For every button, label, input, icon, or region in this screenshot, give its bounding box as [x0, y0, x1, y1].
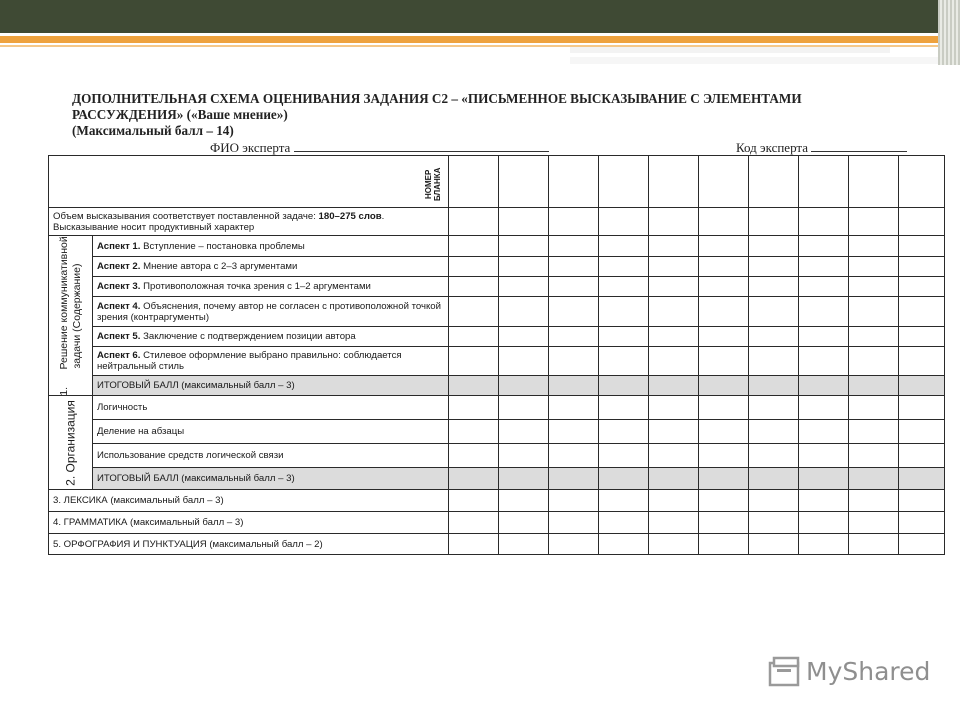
table-header-row	[49, 156, 945, 208]
score-cell[interactable]	[599, 512, 649, 534]
score-cell[interactable]	[899, 534, 945, 555]
score-cell[interactable]	[849, 208, 899, 236]
slide-top-bar	[0, 0, 960, 33]
decor-stripe	[570, 57, 960, 64]
score-cell[interactable]	[599, 490, 649, 512]
score-cell[interactable]	[749, 297, 799, 327]
score-cell[interactable]	[849, 444, 899, 468]
lexis-row	[49, 490, 945, 512]
organization-row	[49, 444, 945, 468]
section2-total-row	[49, 468, 945, 490]
score-cell[interactable]	[699, 297, 749, 327]
score-cell[interactable]	[549, 236, 599, 257]
score-cell[interactable]	[499, 257, 549, 277]
aspect-2-text: Мнение автора с 2–3 аргументами	[140, 261, 298, 272]
score-cell[interactable]	[499, 347, 549, 376]
aspect-6	[93, 347, 449, 376]
volume-text: Объем высказывания соответствует поставленной задаче:	[53, 210, 319, 222]
score-cell[interactable]	[899, 490, 945, 512]
score-cell[interactable]	[749, 347, 799, 376]
score-cell[interactable]	[699, 327, 749, 347]
score-cell[interactable]	[499, 327, 549, 347]
score-cell[interactable]	[449, 327, 499, 347]
aspect-5-bold: Аспект 5.	[97, 331, 141, 342]
score-cell[interactable]	[549, 347, 599, 376]
score-cell[interactable]	[649, 236, 699, 257]
aspect-row	[49, 257, 945, 277]
volume-suffix: .	[381, 210, 385, 222]
score-cell[interactable]	[849, 534, 899, 555]
score-cell[interactable]	[599, 208, 649, 236]
watermark-text: MyShared	[806, 656, 931, 686]
section1-label	[49, 236, 93, 396]
score-cell[interactable]	[899, 444, 945, 468]
section1-total-row	[49, 376, 945, 396]
score-cell[interactable]	[599, 376, 649, 396]
score-cell[interactable]	[849, 277, 899, 297]
score-cell[interactable]	[799, 156, 849, 208]
score-cell[interactable]	[799, 468, 849, 490]
score-cell[interactable]	[599, 534, 649, 555]
score-cell[interactable]	[449, 512, 499, 534]
section2-label	[49, 396, 93, 490]
score-cell[interactable]	[449, 534, 499, 555]
score-cell[interactable]	[599, 444, 649, 468]
section2-label-text: 2. Организация	[63, 399, 77, 486]
score-cell[interactable]	[649, 297, 699, 327]
score-cell[interactable]	[649, 156, 699, 208]
score-cell[interactable]	[799, 236, 849, 257]
aspect-row	[49, 347, 945, 376]
score-cell[interactable]	[449, 420, 499, 444]
score-cell[interactable]	[599, 327, 649, 347]
score-cell[interactable]	[799, 297, 849, 327]
score-cell[interactable]	[749, 156, 799, 208]
score-cell[interactable]	[599, 257, 649, 277]
score-cell[interactable]	[799, 396, 849, 420]
aspect-6-bold: Аспект 6.	[97, 350, 141, 361]
blank-number-header	[49, 156, 449, 208]
score-cell[interactable]	[849, 468, 899, 490]
folder-icon	[768, 655, 802, 687]
score-cell[interactable]	[649, 512, 699, 534]
organization-item: Использование средств логической связи	[93, 444, 449, 468]
score-cell[interactable]	[799, 376, 849, 396]
score-cell[interactable]	[449, 376, 499, 396]
score-cell[interactable]	[649, 534, 699, 555]
score-cell[interactable]	[749, 468, 799, 490]
score-cell[interactable]	[449, 468, 499, 490]
score-cell[interactable]	[899, 297, 945, 327]
spelling-row	[49, 534, 945, 555]
score-cell[interactable]	[749, 512, 799, 534]
organization-item: Деление на абзацы	[93, 420, 449, 444]
expert-code-blank	[811, 139, 907, 152]
score-cell[interactable]	[699, 396, 749, 420]
score-cell[interactable]	[799, 347, 849, 376]
aspect-3	[93, 277, 449, 297]
score-cell[interactable]	[699, 257, 749, 277]
grammar-row	[49, 512, 945, 534]
score-cell[interactable]	[549, 297, 599, 327]
score-cell[interactable]	[449, 490, 499, 512]
score-cell[interactable]	[649, 376, 699, 396]
score-cell[interactable]	[549, 534, 599, 555]
score-cell[interactable]	[449, 208, 499, 236]
score-cell[interactable]	[699, 468, 749, 490]
score-cell[interactable]	[649, 327, 699, 347]
score-cell[interactable]	[549, 257, 599, 277]
section1-label-line1: 1. Решение коммуникативной	[57, 235, 70, 396]
watermark-logo	[768, 655, 930, 687]
score-cell[interactable]	[449, 236, 499, 257]
score-cell[interactable]	[799, 327, 849, 347]
aspect-1-bold: Аспект 1.	[97, 240, 141, 252]
score-cell[interactable]	[549, 444, 599, 468]
organization-row	[49, 396, 945, 420]
grading-table	[48, 155, 945, 555]
score-cell[interactable]	[899, 468, 945, 490]
aspect-4-bold: Аспект 4.	[97, 300, 141, 312]
score-cell[interactable]	[899, 512, 945, 534]
score-cell[interactable]	[649, 468, 699, 490]
aspect-3-text: Противоположная точка зрения с 1–2 аргументами	[140, 281, 371, 292]
aspect-2-bold: Аспект 2.	[97, 261, 141, 272]
score-cell[interactable]	[499, 420, 549, 444]
score-cell[interactable]	[499, 444, 549, 468]
score-cell[interactable]	[599, 156, 649, 208]
score-cell[interactable]	[849, 420, 899, 444]
score-cell[interactable]	[549, 468, 599, 490]
score-cell[interactable]	[849, 512, 899, 534]
score-cell[interactable]	[649, 444, 699, 468]
score-cell[interactable]	[499, 490, 549, 512]
score-cell[interactable]	[549, 327, 599, 347]
score-cell[interactable]	[749, 396, 799, 420]
score-cell[interactable]	[599, 468, 649, 490]
score-cell[interactable]	[599, 347, 649, 376]
score-cell[interactable]	[549, 156, 599, 208]
score-cell[interactable]	[649, 396, 699, 420]
score-cell[interactable]	[849, 297, 899, 327]
score-cell[interactable]	[799, 534, 849, 555]
score-cell[interactable]	[499, 277, 549, 297]
section2-total: ИТОГОВЫЙ БАЛЛ (максимальный балл – 3)	[93, 468, 449, 490]
score-cell[interactable]	[749, 257, 799, 277]
score-cell[interactable]	[449, 257, 499, 277]
score-cell[interactable]	[849, 376, 899, 396]
expert-name-blank	[294, 139, 549, 152]
score-cell[interactable]	[599, 236, 649, 257]
score-cell[interactable]	[549, 396, 599, 420]
score-cell[interactable]	[899, 396, 945, 420]
score-cell[interactable]	[899, 420, 945, 444]
expert-code-label: Код эксперта	[736, 140, 809, 155]
score-cell[interactable]	[749, 277, 799, 297]
score-cell[interactable]	[899, 156, 945, 208]
score-cell[interactable]	[599, 396, 649, 420]
score-cell[interactable]	[799, 208, 849, 236]
score-cell[interactable]	[499, 156, 549, 208]
score-cell[interactable]	[699, 236, 749, 257]
score-cell[interactable]	[449, 444, 499, 468]
aspect-row	[49, 277, 945, 297]
title-line-3: (Максимальный балл – 14)	[72, 123, 234, 138]
organization-item: Логичность	[93, 396, 449, 420]
score-cell[interactable]	[449, 347, 499, 376]
score-cell[interactable]	[899, 236, 945, 257]
score-cell[interactable]	[899, 277, 945, 297]
score-cell[interactable]	[649, 277, 699, 297]
section5-spelling: 5. ОРФОГРАФИЯ И ПУНКТУАЦИЯ (максимальный балл – 2)	[49, 534, 449, 555]
score-cell[interactable]	[649, 257, 699, 277]
score-cell[interactable]	[699, 420, 749, 444]
expert-name-field	[210, 139, 549, 156]
score-cell[interactable]	[599, 297, 649, 327]
aspect-4	[93, 297, 449, 327]
score-cell[interactable]	[649, 208, 699, 236]
score-cell[interactable]	[749, 420, 799, 444]
score-cell[interactable]	[749, 327, 799, 347]
score-cell[interactable]	[699, 490, 749, 512]
score-cell[interactable]	[599, 420, 649, 444]
score-cell[interactable]	[849, 236, 899, 257]
score-cell[interactable]	[799, 420, 849, 444]
score-cell[interactable]	[549, 376, 599, 396]
title-line-1: ДОПОЛНИТЕЛЬНАЯ СХЕМА ОЦЕНИВАНИЯ ЗАДАНИЯ С2 – «ПИСЬМЕННОЕ ВЫСКАЗЫВАНИЕ С ЭЛЕМЕНТАМИ	[72, 91, 802, 106]
volume-criterion	[49, 208, 449, 236]
aspect-1	[93, 236, 449, 257]
aspect-3-bold: Аспект 3.	[97, 281, 141, 292]
score-cell[interactable]	[499, 297, 549, 327]
accent-line	[0, 36, 960, 43]
score-cell[interactable]	[899, 208, 945, 236]
score-cell[interactable]	[499, 208, 549, 236]
score-cell[interactable]	[499, 396, 549, 420]
section3-lexis: 3. ЛЕКСИКА (максимальный балл – 3)	[49, 490, 449, 512]
aspect-row	[49, 297, 945, 327]
score-cell[interactable]	[749, 376, 799, 396]
score-cell[interactable]	[899, 327, 945, 347]
volume-text-2: Высказывание носит продуктивный характер	[53, 221, 255, 233]
document-title	[72, 91, 872, 139]
aspect-5-text: Заключение с подтверждением позиции автора	[140, 331, 356, 342]
score-cell[interactable]	[799, 490, 849, 512]
score-cell[interactable]	[699, 376, 749, 396]
score-cell[interactable]	[699, 512, 749, 534]
score-cell[interactable]	[749, 534, 799, 555]
title-line-2: РАССУЖДЕНИЯ» («Ваше мнение»)	[72, 107, 288, 122]
score-cell[interactable]	[549, 277, 599, 297]
score-cell[interactable]	[849, 257, 899, 277]
score-cell[interactable]	[749, 208, 799, 236]
score-cell[interactable]	[849, 347, 899, 376]
decor-stripe	[570, 47, 890, 53]
score-cell[interactable]	[799, 444, 849, 468]
score-cell[interactable]	[549, 420, 599, 444]
aspect-4-text: Объяснения, почему автор не согласен с противоположной точкой зрения (контраргументы)	[97, 300, 442, 323]
aspect-2	[93, 257, 449, 277]
score-cell[interactable]	[549, 512, 599, 534]
score-cell[interactable]	[899, 376, 945, 396]
score-cell[interactable]	[899, 257, 945, 277]
score-cell[interactable]	[499, 512, 549, 534]
score-cell[interactable]	[849, 490, 899, 512]
score-cell[interactable]	[699, 444, 749, 468]
score-cell[interactable]	[699, 208, 749, 236]
score-cell[interactable]	[749, 236, 799, 257]
aspect-5	[93, 327, 449, 347]
decor-vertical-stripes	[938, 0, 960, 65]
score-cell[interactable]	[699, 277, 749, 297]
expert-name-label: ФИО эксперта	[210, 140, 291, 155]
section1-total: ИТОГОВЫЙ БАЛЛ (максимальный балл – 3)	[93, 376, 449, 396]
score-cell[interactable]	[649, 347, 699, 376]
score-cell[interactable]	[499, 376, 549, 396]
score-cell[interactable]	[599, 277, 649, 297]
score-cell[interactable]	[699, 156, 749, 208]
score-cell[interactable]	[499, 468, 549, 490]
score-cell[interactable]	[799, 277, 849, 297]
score-cell[interactable]	[449, 156, 499, 208]
section1-label-line2: задачи (Содержание)	[70, 263, 83, 369]
score-cell[interactable]	[699, 347, 749, 376]
aspect-row	[49, 236, 945, 257]
score-cell[interactable]	[749, 444, 799, 468]
score-cell[interactable]	[899, 347, 945, 376]
score-cell[interactable]	[449, 297, 499, 327]
score-cell[interactable]	[449, 277, 499, 297]
score-cell[interactable]	[549, 490, 599, 512]
blank-number-label: НОМЕР БЛАНКА	[424, 167, 442, 202]
score-cell[interactable]	[649, 490, 699, 512]
score-cell[interactable]	[499, 534, 549, 555]
section4-grammar: 4. ГРАММАТИКА (максимальный балл – 3)	[49, 512, 449, 534]
aspect-row	[49, 327, 945, 347]
score-cell[interactable]	[499, 236, 549, 257]
score-cell[interactable]	[799, 512, 849, 534]
organization-row	[49, 420, 945, 444]
aspect-1-text: Вступление – постановка проблемы	[140, 240, 305, 252]
volume-row	[49, 208, 945, 236]
score-cell[interactable]	[799, 257, 849, 277]
score-cell[interactable]	[849, 156, 899, 208]
score-cell[interactable]	[849, 327, 899, 347]
aspect-6-text: Стилевое оформление выбрано правильно: соблюдается нейтральный стиль	[97, 350, 402, 372]
score-cell[interactable]	[849, 396, 899, 420]
score-cell[interactable]	[699, 534, 749, 555]
volume-word-count: 180–275 слов	[318, 210, 382, 222]
score-cell[interactable]	[649, 420, 699, 444]
score-cell[interactable]	[449, 396, 499, 420]
score-cell[interactable]	[549, 208, 599, 236]
score-cell[interactable]	[749, 490, 799, 512]
expert-code-field	[736, 139, 907, 156]
